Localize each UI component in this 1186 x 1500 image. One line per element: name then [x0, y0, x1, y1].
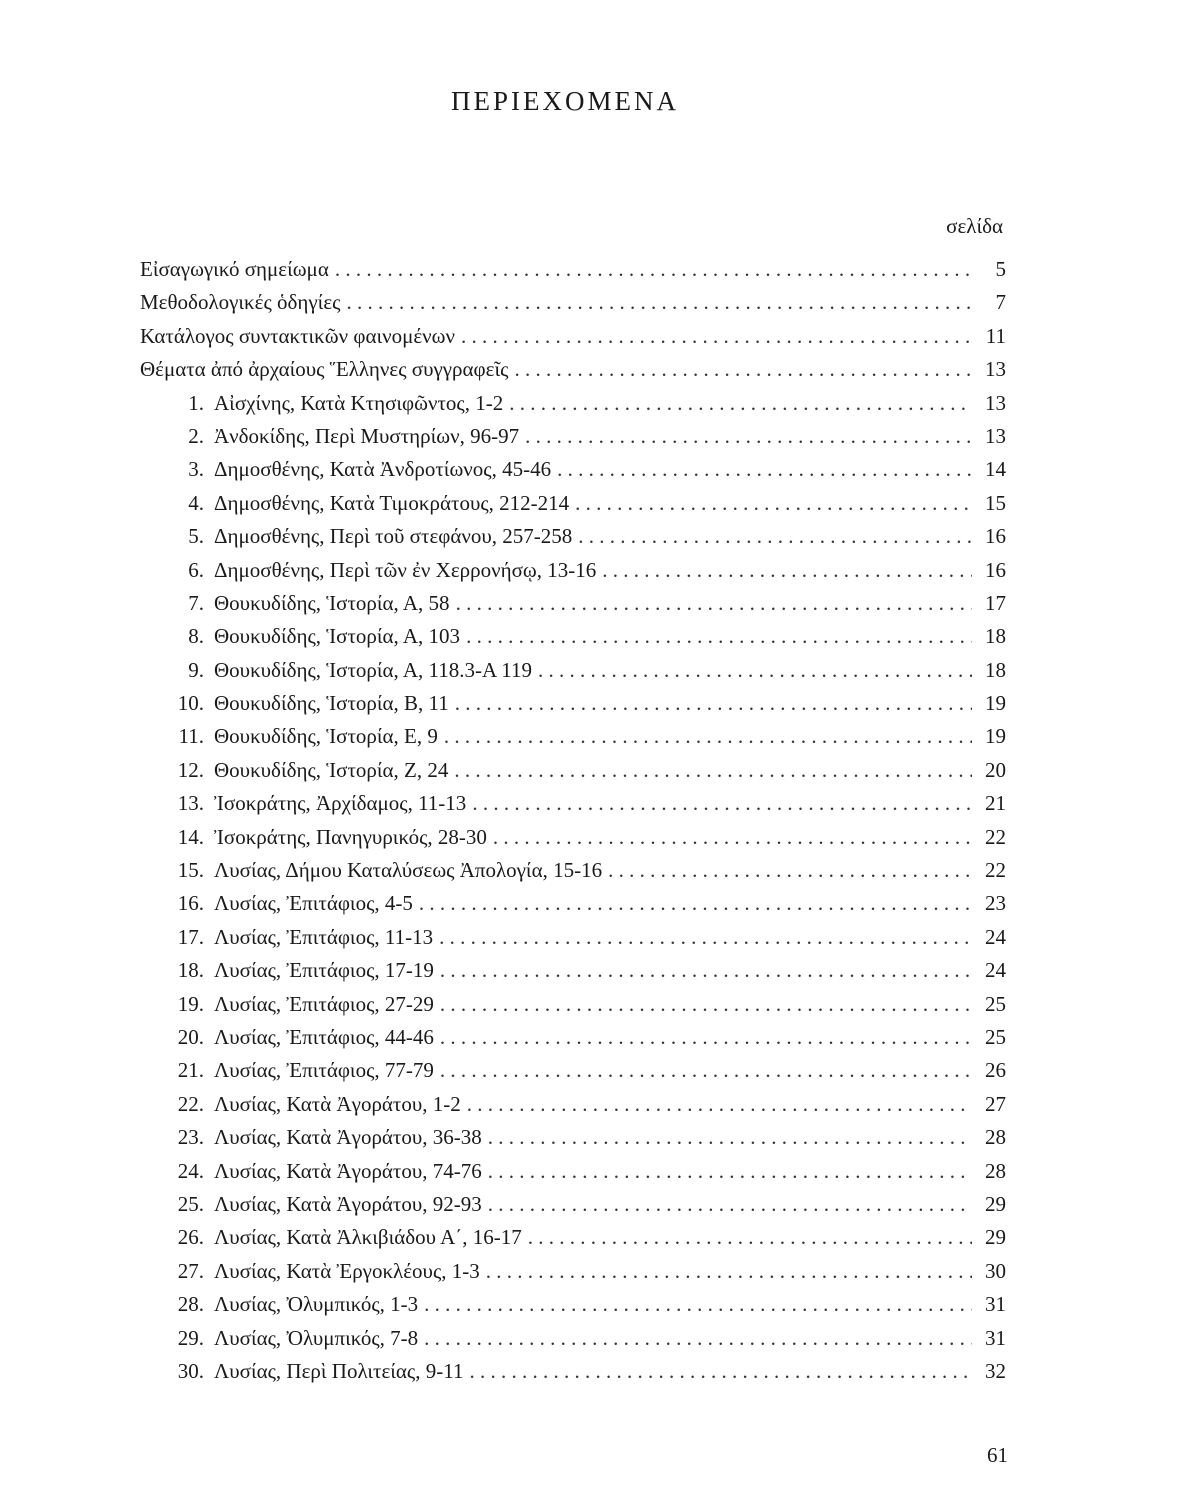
toc-entry-title: Λυσίας, Ἐπιτάφιος, 27-29 — [214, 991, 434, 1016]
toc-entry — [140, 387, 1006, 420]
toc-entry — [140, 1255, 1006, 1288]
toc-entry-number: 30. — [177, 1358, 204, 1383]
dot-leader — [461, 320, 972, 353]
dot-leader — [424, 1322, 972, 1355]
toc-entry-title: Ἰσοκράτης, Ἀρχίδαμος, 11-13 — [214, 791, 467, 816]
toc-entry — [140, 921, 1006, 954]
toc-entry-page: 23 — [985, 891, 1006, 916]
dot-leader — [493, 821, 972, 854]
toc-entry — [140, 754, 1006, 787]
toc-entry-page: 16 — [985, 557, 1006, 582]
toc-entry-page: 7 — [995, 290, 1006, 315]
toc-entry-title: Θουκυδίδης, Ἱστορία, Α, 58 — [214, 590, 450, 615]
table-of-contents — [140, 253, 1006, 1388]
toc-entry-page: 11 — [985, 323, 1006, 348]
toc-entry — [140, 1054, 1006, 1087]
toc-entry-title: Θουκυδίδης, Ἱστορία, Ε, 9 — [214, 724, 438, 749]
dot-leader — [455, 687, 972, 720]
toc-entry-title: Λυσίας, Ἐπιτάφιος, 11-13 — [214, 924, 434, 949]
toc-entry-page: 31 — [985, 1325, 1006, 1350]
toc-entry-title: Δημοσθένης, Περὶ τῶν ἐν Χερρονήσῳ, 13-16 — [214, 557, 597, 582]
toc-entry — [140, 854, 1006, 887]
toc-entry-title: Δημοσθένης, Κατὰ Τιμοκράτους, 212-214 — [214, 490, 570, 515]
dot-leader — [419, 887, 972, 920]
toc-entry-title: Λυσίας, Κατὰ Ἀγοράτου, 92-93 — [214, 1191, 482, 1216]
toc-entry-page: 21 — [985, 791, 1006, 816]
dot-leader — [466, 620, 972, 653]
toc-entry-page: 28 — [985, 1125, 1006, 1150]
toc-entry-page: 14 — [985, 457, 1006, 482]
toc-entry-page: 19 — [985, 691, 1006, 716]
toc-entry-page: 27 — [985, 1091, 1006, 1116]
toc-entry-title: Λυσίας, Ἐπιτάφιος, 44-46 — [214, 1024, 434, 1049]
dot-leader — [467, 1088, 972, 1121]
toc-entry-title: Κατάλογος συντακτικῶν φαινομένων — [140, 323, 455, 348]
toc-entry-page: 18 — [985, 657, 1006, 682]
toc-entry-title: Λυσίας, Δήμου Καταλύσεως Ἀπολογία, 15-16 — [214, 858, 603, 883]
toc-entry-number: 23. — [177, 1125, 204, 1150]
toc-entry — [140, 887, 1006, 920]
toc-entry-number: 5. — [188, 524, 204, 549]
toc-entry — [140, 286, 1006, 319]
dot-leader — [608, 854, 972, 887]
toc-entry-number: 17. — [177, 924, 204, 949]
toc-entry-title: Θουκυδίδης, Ἱστορία, Β, 11 — [214, 691, 449, 716]
toc-entry-title: Ἰσοκράτης, Πανηγυρικός, 28-30 — [214, 824, 487, 849]
dot-leader — [440, 1054, 972, 1087]
toc-entry-number: 20. — [177, 1024, 204, 1049]
dot-leader — [335, 253, 972, 286]
toc-entry — [140, 787, 1006, 820]
dot-leader — [444, 720, 972, 753]
dot-leader — [557, 453, 972, 486]
toc-entry-title: Ἀνδοκίδης, Περὶ Μυστηρίων, 96-97 — [214, 423, 520, 448]
toc-entry — [140, 1121, 1006, 1154]
toc-entry — [140, 654, 1006, 687]
dot-leader — [578, 520, 972, 553]
toc-entry — [140, 420, 1006, 453]
toc-entry-page: 13 — [985, 390, 1006, 415]
toc-entry — [140, 620, 1006, 653]
toc-entry-title: Λυσίας, Ἐπιτάφιος, 4-5 — [214, 891, 413, 916]
toc-entry-page: 22 — [985, 858, 1006, 883]
toc-entry-page: 22 — [985, 824, 1006, 849]
page-title: ΠΕΡΙΕΧΟΜΕΝΑ — [451, 86, 679, 116]
toc-entry-page: 20 — [985, 757, 1006, 782]
toc-entry-page: 31 — [985, 1292, 1006, 1317]
toc-entry-number: 16. — [177, 891, 204, 916]
toc-entry-number: 15. — [177, 858, 204, 883]
dot-leader — [454, 754, 972, 787]
dot-leader — [456, 587, 972, 620]
toc-entry-page: 28 — [985, 1158, 1006, 1183]
toc-entry-number: 14. — [177, 824, 204, 849]
dot-leader — [439, 921, 972, 954]
toc-entry — [140, 320, 1006, 353]
toc-entry — [140, 1021, 1006, 1054]
page-number: 61 — [987, 1443, 1008, 1467]
toc-entry-page: 30 — [985, 1258, 1006, 1283]
toc-entry-page: 24 — [985, 958, 1006, 983]
page-column-label: σελίδα — [946, 214, 1003, 238]
toc-entry-title: Λυσίας, Κατὰ Ἀγοράτου, 36-38 — [214, 1125, 482, 1150]
dot-leader — [538, 654, 972, 687]
toc-entry-number: 27. — [177, 1258, 204, 1283]
toc-entry — [140, 1288, 1006, 1321]
toc-entry-page: 25 — [985, 991, 1006, 1016]
toc-entry — [140, 821, 1006, 854]
dot-leader — [469, 1355, 972, 1388]
toc-entry-number: 2. — [188, 423, 204, 448]
toc-entry-number: 29. — [177, 1325, 204, 1350]
toc-entry-number: 6. — [188, 557, 204, 582]
dot-leader — [528, 1221, 972, 1254]
toc-entry-page: 25 — [985, 1024, 1006, 1049]
toc-entry-title: Λυσίας, Κατὰ Ἀγοράτου, 1-2 — [214, 1091, 461, 1116]
toc-entry-title: Λυσίας, Ὀλυμπικός, 1-3 — [214, 1292, 419, 1317]
toc-entry-title: Θουκυδίδης, Ἱστορία, Α, 118.3-Α 119 — [214, 657, 532, 682]
toc-entry — [140, 954, 1006, 987]
toc-entry-title: Δημοσθένης, Κατὰ Ἀνδροτίωνος, 45-46 — [214, 457, 552, 482]
toc-entry-number: 7. — [188, 590, 204, 615]
dot-leader — [440, 1021, 972, 1054]
toc-entry-title: Λυσίας, Κατὰ Ἀλκιβιάδου Α΄, 16-17 — [214, 1225, 522, 1250]
dot-leader — [488, 1155, 972, 1188]
toc-entry-page: 29 — [985, 1225, 1006, 1250]
toc-entry-title: Θέματα ἀπό ἀρχαίους Ἕλληνες συγγραφεῖς — [140, 357, 509, 382]
toc-entry-page: 19 — [985, 724, 1006, 749]
toc-entry-title: Θουκυδίδης, Ἱστορία, Ζ, 24 — [214, 757, 449, 782]
toc-entry-title: Θουκυδίδης, Ἱστορία, Α, 103 — [214, 624, 461, 649]
toc-entry-number: 19. — [177, 991, 204, 1016]
toc-entry-number: 10. — [177, 691, 204, 716]
toc-entry-page: 26 — [985, 1058, 1006, 1083]
toc-entry — [140, 1188, 1006, 1221]
toc-entry-number: 12. — [177, 757, 204, 782]
dot-leader — [509, 387, 972, 420]
dot-leader — [472, 787, 972, 820]
dot-leader — [575, 487, 972, 520]
toc-entry-number: 18. — [177, 958, 204, 983]
toc-entry — [140, 253, 1006, 286]
toc-entry-number: 8. — [188, 624, 204, 649]
toc-entry-page: 29 — [985, 1191, 1006, 1216]
dot-leader — [602, 554, 972, 587]
toc-entry — [140, 1322, 1006, 1355]
toc-entry-page: 16 — [985, 524, 1006, 549]
toc-entry-title: Λυσίας, Περὶ Πολιτείας, 9-11 — [214, 1358, 464, 1383]
dot-leader — [514, 353, 972, 386]
toc-entry-title: Λυσίας, Κατὰ Ἐργοκλέους, 1-3 — [214, 1258, 480, 1283]
dot-leader — [424, 1288, 972, 1321]
toc-entry-number: 3. — [188, 457, 204, 482]
dot-leader — [440, 954, 972, 987]
toc-entry-number: 26. — [177, 1225, 204, 1250]
toc-entry — [140, 1088, 1006, 1121]
toc-entry-title: Μεθοδολογικές ὁδηγίες — [140, 290, 341, 315]
toc-entry-number: 24. — [177, 1158, 204, 1183]
toc-entry-number: 25. — [177, 1191, 204, 1216]
toc-entry-page: 13 — [985, 357, 1006, 382]
toc-entry — [140, 587, 1006, 620]
toc-entry — [140, 720, 1006, 753]
toc-entry-title: Δημοσθένης, Περὶ τοῦ στεφάνου, 257-258 — [214, 524, 573, 549]
toc-entry — [140, 1355, 1006, 1388]
dot-leader — [525, 420, 972, 453]
toc-entry-title: Εἰσαγωγικό σημείωμα — [140, 257, 329, 281]
dot-leader — [488, 1188, 972, 1221]
toc-entry-number: 4. — [188, 490, 204, 515]
toc-entry-page: 17 — [985, 590, 1006, 615]
dot-leader — [488, 1121, 972, 1154]
toc-entry-title: Αἰσχίνης, Κατὰ Κτησιφῶντος, 1-2 — [214, 390, 504, 415]
toc-entry-number: 28. — [177, 1292, 204, 1317]
toc-entry-number: 22. — [177, 1091, 204, 1116]
toc-entry-title: Λυσίας, Ἐπιτάφιος, 77-79 — [214, 1058, 434, 1083]
toc-entry-page: 32 — [985, 1358, 1006, 1383]
toc-entry-page: 18 — [985, 624, 1006, 649]
toc-entry-title: Λυσίας, Ὀλυμπικός, 7-8 — [214, 1325, 419, 1350]
toc-entry-title: Λυσίας, Κατὰ Ἀγοράτου, 74-76 — [214, 1158, 482, 1183]
toc-entry-number: 13. — [177, 791, 204, 816]
dot-leader — [486, 1255, 972, 1288]
toc-entry — [140, 487, 1006, 520]
toc-entry — [140, 1155, 1006, 1188]
toc-entry — [140, 1221, 1006, 1254]
toc-entry-number: 1. — [188, 390, 204, 415]
toc-entry-page: 13 — [985, 423, 1006, 448]
toc-entry-page: 5 — [995, 257, 1006, 281]
toc-entry-number: 21. — [177, 1058, 204, 1083]
toc-entry — [140, 353, 1006, 386]
toc-entry — [140, 453, 1006, 486]
toc-entry-number: 9. — [188, 657, 204, 682]
toc-entry — [140, 554, 1006, 587]
toc-entry — [140, 520, 1006, 553]
toc-entry-page: 15 — [985, 490, 1006, 515]
toc-entry — [140, 988, 1006, 1021]
toc-entry — [140, 687, 1006, 720]
toc-entry-number: 11. — [178, 724, 204, 749]
dot-leader — [346, 286, 972, 319]
dot-leader — [440, 988, 972, 1021]
toc-entry-title: Λυσίας, Ἐπιτάφιος, 17-19 — [214, 958, 434, 983]
toc-entry-page: 24 — [985, 924, 1006, 949]
